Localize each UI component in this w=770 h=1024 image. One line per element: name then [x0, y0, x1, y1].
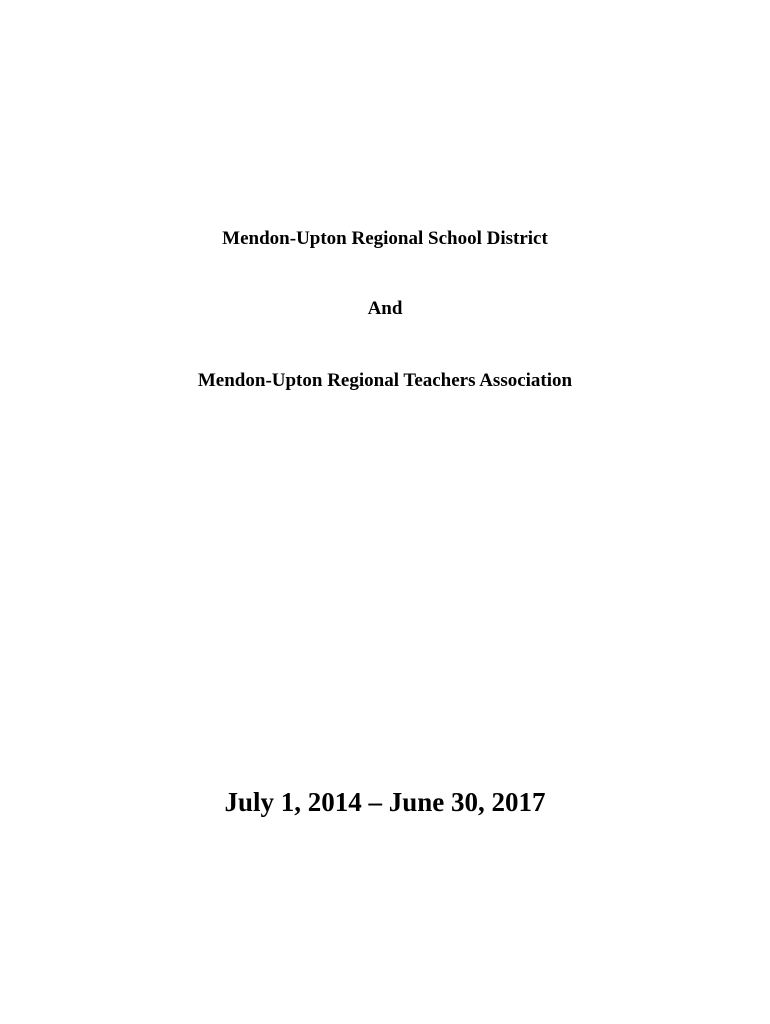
contract-term-dates: July 1, 2014 – June 30, 2017: [224, 787, 546, 817]
party-one-title: Mendon-Upton Regional School District: [222, 228, 548, 249]
party-two-title: Mendon-Upton Regional Teachers Association: [197, 370, 573, 391]
conjunction-text: And: [367, 298, 403, 319]
